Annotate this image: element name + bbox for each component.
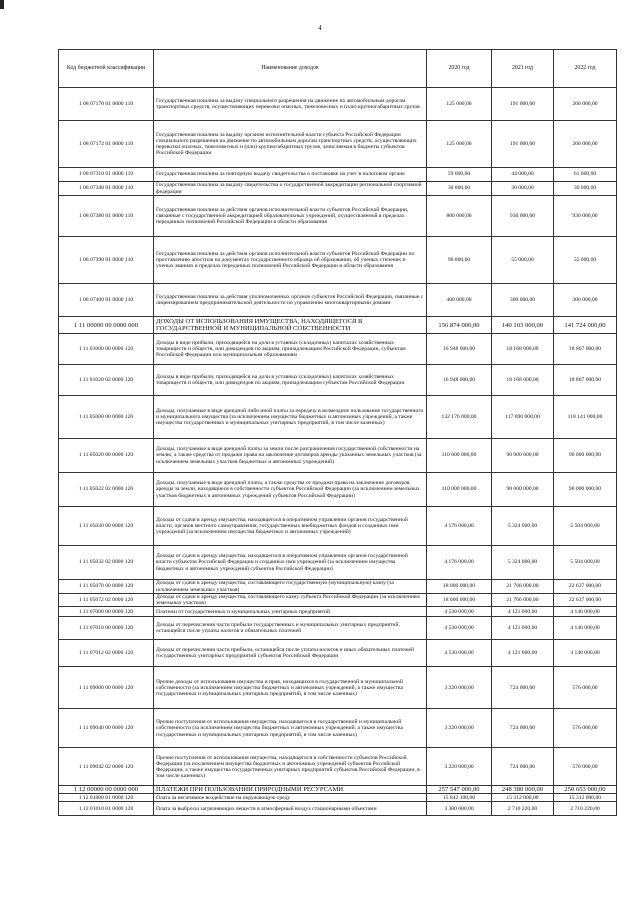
row-value-2021: 2 710 220,00 [492, 802, 554, 816]
table-row [59, 121, 617, 168]
row-value-2021: 5 324 000,00 [492, 507, 554, 546]
row-name: ДОХОДЫ ОТ ИСПОЛЬЗОВАНИЯ ИМУЩЕСТВА, НАХОДЯЩЕГОСЯ В ГОСУДАРСТВЕННОЙ И МУНИЦИПАЛЬНОЙ СОБСТВЕННОСТИ [154, 317, 427, 334]
page-number: 4 [318, 24, 322, 32]
table-row [59, 439, 617, 473]
row-value-2020: 16 948 000,00 [427, 334, 492, 365]
row-name: Доходы от перечисления части прибыли, остающейся после уплаты налогов и иных обязательных платежей государственных унитарных предприятий субъектов Российской Федерации [154, 640, 427, 667]
row-value-2022: 4 140 000,00 [554, 607, 617, 617]
table-row [59, 640, 617, 667]
row-value-2021: 15 312 000,00 [492, 794, 554, 802]
row-value-2022: 4 140 000,00 [554, 640, 617, 667]
table-row [59, 594, 617, 607]
row-code: 1 12 00000 00 0000 000 [59, 786, 154, 794]
table-row [59, 802, 617, 816]
row-value-2022: 576 000,00 [554, 709, 617, 748]
row-value-2020: 4 176 000,00 [427, 546, 492, 580]
row-name: Доходы от сдачи в аренду имущества, составляющего государственную (муниципальную) казну (за исключением земельных участков) [154, 580, 427, 594]
table-row [59, 709, 617, 748]
row-value-2021: 18 168 000,00 [492, 334, 554, 365]
row-code: 1 11 07012 02 0000 120 [59, 640, 154, 667]
row-value-2020: 125 000,00 [427, 88, 492, 121]
row-code: 1 11 09042 02 0000 120 [59, 748, 154, 786]
row-value-2020: 3 220 000,00 [427, 667, 492, 709]
row-value-2020: 4 530 000,00 [427, 640, 492, 667]
row-value-2022: 5 504 000,00 [554, 546, 617, 580]
row-value-2022: 576 000,00 [554, 748, 617, 786]
row-value-2022: 18 867 000,00 [554, 365, 617, 396]
row-value-2020: 4 176 000,00 [427, 507, 492, 546]
row-value-2020: 3 300 000,00 [427, 802, 492, 816]
row-value-2022: 55 000,00 [554, 237, 617, 284]
row-value-2022: 141 724 000,00 [554, 317, 617, 334]
row-value-2020: 132 176 000,00 [427, 396, 492, 439]
table-row [59, 748, 617, 786]
row-value-2021: 5 324 000,00 [492, 546, 554, 580]
row-name: Прочие поступления от использования имущества, находящегося в собственности субъектов Российской Федерации (за исключением имущества бюджетных и автономных учреждений субъектов Российской Федерации, а также имущества государственных унитарных предприятий субъектов Российской Федерации, в том числе казенных) [154, 748, 427, 786]
row-name: Доходы от сдачи в аренду имущества, составляющего казну субъекта Российской Федерации (за исключением земельных участков) [154, 594, 427, 607]
row-value-2022: 90 000 000,00 [554, 473, 617, 507]
table-body [59, 88, 617, 816]
row-value-2022: 118 141 000,00 [554, 396, 617, 439]
row-value-2020: 18 000 000,00 [427, 594, 492, 607]
row-value-2021: 90 000 000,00 [492, 473, 554, 507]
row-value-2021: 300 000,00 [492, 284, 554, 317]
table-row [59, 607, 617, 617]
row-name: Платежи от государственных и муниципальных унитарных предприятий [154, 607, 427, 617]
row-code: 1 08 07340 01 0000 110 [59, 182, 154, 196]
row-code: 1 11 07000 00 0000 120 [59, 607, 154, 617]
row-value-2021: 4 121 000,00 [492, 640, 554, 667]
row-value-2021: 18 168 000,00 [492, 365, 554, 396]
row-name: Доходы от сдачи в аренду имущества, находящегося в оперативном управлении органов государственной власти субъектов Российской Федерации и созданных ими учреждений (за исключением имущества бюджетных и автономных учреждений субъектов Российской Федерации) [154, 546, 427, 580]
revenue-table [58, 49, 617, 816]
row-code: 1 11 05022 02 0000 120 [59, 473, 154, 507]
row-code: 1 08 07172 01 0000 110 [59, 121, 154, 168]
table-row [59, 507, 617, 546]
row-name: Государственная пошлина за выдачу свидетельства о государственной аккредитации региональной спортивной федерации [154, 182, 427, 196]
row-value-2021: 191 000,00 [492, 88, 554, 121]
row-value-2021: 248 380 000,00 [492, 786, 554, 794]
row-value-2020: 18 000 000,00 [427, 580, 492, 594]
row-name: Доходы от перечисления части прибыли государственных и муниципальных унитарных предприятий, остающейся после уплаты налогов и обязательных платежей [154, 617, 427, 640]
table-row [59, 168, 617, 182]
row-value-2022: 18 867 000,00 [554, 334, 617, 365]
row-code: 1 12 01000 01 0000 120 [59, 794, 154, 802]
row-code: 1 11 01000 00 0000 120 [59, 334, 154, 365]
row-name: Государственная пошлина за выдачу органом исполнительной власти субъекта Российской Федерации специального разрешения на движение по автомобильным дорогам транспортных средств, осуществляющих перевозки опасных, тяжеловесных и (или) крупногабаритных грузов, зачисляемая в бюджеты субъектов Российской Федерации [154, 121, 427, 168]
row-code: 1 11 00000 00 0000 000 [59, 317, 154, 334]
row-code: 1 08 07310 01 0000 110 [59, 168, 154, 182]
row-name: Доходы, получаемые в виде арендной либо иной платы за передачу в возмездное пользование государственного и муниципального имущества (за исключением имущества бюджетных и автономных учреждений, а также имущества государственных и муниципальных унитарных предприятий, в том числе казенных) [154, 396, 427, 439]
row-name: Плата за негативное воздействие на окружающую среду [154, 794, 427, 802]
table-row [59, 617, 617, 640]
row-value-2021: 55 000,00 [492, 237, 554, 284]
row-value-2020: 90 000,00 [427, 237, 492, 284]
row-code: 1 11 05030 00 0000 120 [59, 507, 154, 546]
row-value-2021: 4 121 000,00 [492, 617, 554, 640]
row-value-2022: 200 000,00 [554, 121, 617, 168]
row-name: ПЛАТЕЖИ ПРИ ПОЛЬЗОВАНИИ ПРИРОДНЫМИ РЕСУРСАМИ [154, 786, 427, 794]
row-code: 1 11 07010 00 0000 120 [59, 617, 154, 640]
row-value-2022: 15 312 000,00 [554, 794, 617, 802]
table-row [59, 786, 617, 794]
row-value-2022: 22 637 000,00 [554, 580, 617, 594]
row-name: Государственная пошлина за выдачу специального разрешения на движение по автомобильным дорогам транспортных средств, осуществляющих перевозки опасных, тяжеловесных и (или) крупногабаритных грузов [154, 88, 427, 121]
row-value-2020: 16 948 000,00 [427, 365, 492, 396]
row-value-2021: 140 103 000,00 [492, 317, 554, 334]
table-row [59, 196, 617, 237]
row-value-2020: 110 000 000,00 [427, 439, 492, 473]
row-value-2021: 21 766 000,00 [492, 580, 554, 594]
table-row [59, 396, 617, 439]
row-value-2021: 724 000,00 [492, 709, 554, 748]
row-code: 1 11 05070 00 0000 120 [59, 580, 154, 594]
row-value-2022: 2 710 220,00 [554, 802, 617, 816]
table-row [59, 334, 617, 365]
row-value-2022: 200 000,00 [554, 88, 617, 121]
row-name: Доходы, получаемые в виде арендной платы, а также средства от продажи права на заключение договоров аренды за земли, находящиеся в собственности субъектов Российской Федерации (за исключением земельных участков бюджетных и автономных учреждений субъектов Российской Федерации) [154, 473, 427, 507]
scan-corner-mark [0, 0, 4, 9]
row-value-2021: 117 090 000,00 [492, 396, 554, 439]
row-code: 1 08 07380 01 0000 110 [59, 196, 154, 237]
row-value-2022: 576 000,00 [554, 667, 617, 709]
row-code: 1 11 05020 00 0000 120 [59, 439, 154, 473]
header-2022: 2022 год [554, 50, 617, 88]
row-code: 1 11 05072 02 0000 120 [59, 594, 154, 607]
row-value-2020: 15 842 100,00 [427, 794, 492, 802]
header-2021: 2021 год [492, 50, 554, 88]
row-value-2022: 22 637 000,00 [554, 594, 617, 607]
row-value-2022: 5 504 000,00 [554, 507, 617, 546]
row-name: Государственная пошлина за действия органов исполнительной власти субъектов Российской Федерации по проставлению апостиля на документах государственного образца об образовании, об ученых степенях и ученых званиях в пределах переданных полномочий Российской Федерации в области образования [154, 237, 427, 284]
row-value-2021: 4 121 000,00 [492, 607, 554, 617]
row-value-2021: 44 000,00 [492, 168, 554, 182]
row-name: Прочие поступления от использования имущества, находящегося в государственной и муниципальной собственности (за исключением имущества бюджетных и автономных учреждений, а также имущества государственных и муниципальных унитарных предприятий, в том числе казенных) [154, 709, 427, 748]
row-value-2022: 30 000,00 [554, 182, 617, 196]
header-name: Наименование доходов [154, 50, 427, 88]
table-row [59, 237, 617, 284]
row-value-2020: 4 530 000,00 [427, 617, 492, 640]
row-value-2020: 257 547 000,00 [427, 786, 492, 794]
table-row [59, 88, 617, 121]
row-code: 1 08 07170 01 0000 110 [59, 88, 154, 121]
row-code: 1 11 05032 02 0000 120 [59, 546, 154, 580]
row-value-2020: 125 000,00 [427, 121, 492, 168]
row-name: Доходы, получаемые в виде арендной платы за земли после разграничения государственной собственности на землю, а также средства от продажи права на заключение договоров аренды указанных земельных участков (за исключением земельных участков бюджетных и автономных учреждений) [154, 439, 427, 473]
table-row [59, 284, 617, 317]
row-value-2022: 61 000,00 [554, 168, 617, 182]
row-value-2020: 800 000,00 [427, 196, 492, 237]
row-name: Плата за выбросы загрязняющих веществ в атмосферный воздух стационарными объектами [154, 802, 427, 816]
row-code: 1 11 05000 00 0000 120 [59, 396, 154, 439]
row-code: 1 11 01020 02 0000 120 [59, 365, 154, 396]
row-value-2021: 930 000,00 [492, 196, 554, 237]
row-name: Государственная пошлина за действия уполномоченных органов субъектов Российской Федерации, связанные с лицензированием предпринимательской деятельности по управлению многоквартирными домами [154, 284, 427, 317]
row-name: Прочие доходы от использования имущества и прав, находящихся в государственной и муниципальной собственности (за исключением имущества бюджетных и автономных учреждений, а также имущества государственных и муниципальных унитарных предприятий, в том числе казенных) [154, 667, 427, 709]
row-code: 1 11 09000 00 0000 120 [59, 667, 154, 709]
row-value-2020: 110 000 000,00 [427, 473, 492, 507]
table-row [59, 182, 617, 196]
table-row [59, 365, 617, 396]
row-name: Доходы в виде прибыли, приходящейся на доли в уставных (складочных) капиталах хозяйственных товариществ и обществ, или дивидендов по акциям, принадлежащим субъектам Российской Федерации [154, 365, 427, 396]
row-value-2022: 250 653 000,00 [554, 786, 617, 794]
table-row [59, 317, 617, 334]
table-row [59, 794, 617, 802]
row-value-2020: 4 530 000,00 [427, 607, 492, 617]
row-value-2022: 4 140 000,00 [554, 617, 617, 640]
table-row [59, 667, 617, 709]
row-code: 1 08 07390 01 0000 110 [59, 237, 154, 284]
row-value-2020: 3 220 000,00 [427, 748, 492, 786]
row-value-2020: 3 220 000,00 [427, 709, 492, 748]
row-value-2022: 930 000,00 [554, 196, 617, 237]
table-row [59, 580, 617, 594]
header-2020: 2020 год [427, 50, 492, 88]
row-name: Государственная пошлина за действия органов исполнительной власти субъектов Российской Федерации, связанные с государственной аккредитацией образовательных учреждений, осуществляемой в пределах переданных полномочий Российской Федерации в области образования [154, 196, 427, 237]
row-value-2022: 90 000 000,00 [554, 439, 617, 473]
row-value-2021: 191 000,00 [492, 121, 554, 168]
row-value-2020: 156 874 000,00 [427, 317, 492, 334]
row-value-2021: 90 000 000,00 [492, 439, 554, 473]
row-value-2020: 400 000,00 [427, 284, 492, 317]
row-value-2021: 724 000,00 [492, 667, 554, 709]
row-value-2020: 59 000,00 [427, 168, 492, 182]
row-value-2021: 724 000,00 [492, 748, 554, 786]
row-name: Доходы от сдачи в аренду имущества, находящегося в оперативном управлении органов государственной власти, органов местного самоуправления, государственных внебюджетных фондов и созданных ими учреждений (за исключением имущества бюджетных и автономных учреждений) [154, 507, 427, 546]
row-value-2020: 30 000,00 [427, 182, 492, 196]
row-value-2021: 30 000,00 [492, 182, 554, 196]
row-value-2021: 21 766 000,00 [492, 594, 554, 607]
row-code: 1 11 09040 00 0000 120 [59, 709, 154, 748]
row-code: 1 12 01010 01 0000 120 [59, 802, 154, 816]
header-code: Код бюджетной классификации [59, 50, 154, 88]
table-row [59, 473, 617, 507]
table-row [59, 546, 617, 580]
table-header-row [59, 50, 617, 88]
row-code: 1 08 07400 01 0000 110 [59, 284, 154, 317]
row-value-2022: 300 000,00 [554, 284, 617, 317]
row-name: Доходы в виде прибыли, приходящейся на доли в уставных (складочных) капиталах хозяйственных товариществ и обществ, или дивидендов по акциям, принадлежащим Российской Федерации, субъектам Российской Федерации или муниципальным образованиям [154, 334, 427, 365]
row-name: Государственная пошлина за повторную выдачу свидетельства о постановке на учет в налоговом органе [154, 168, 427, 182]
